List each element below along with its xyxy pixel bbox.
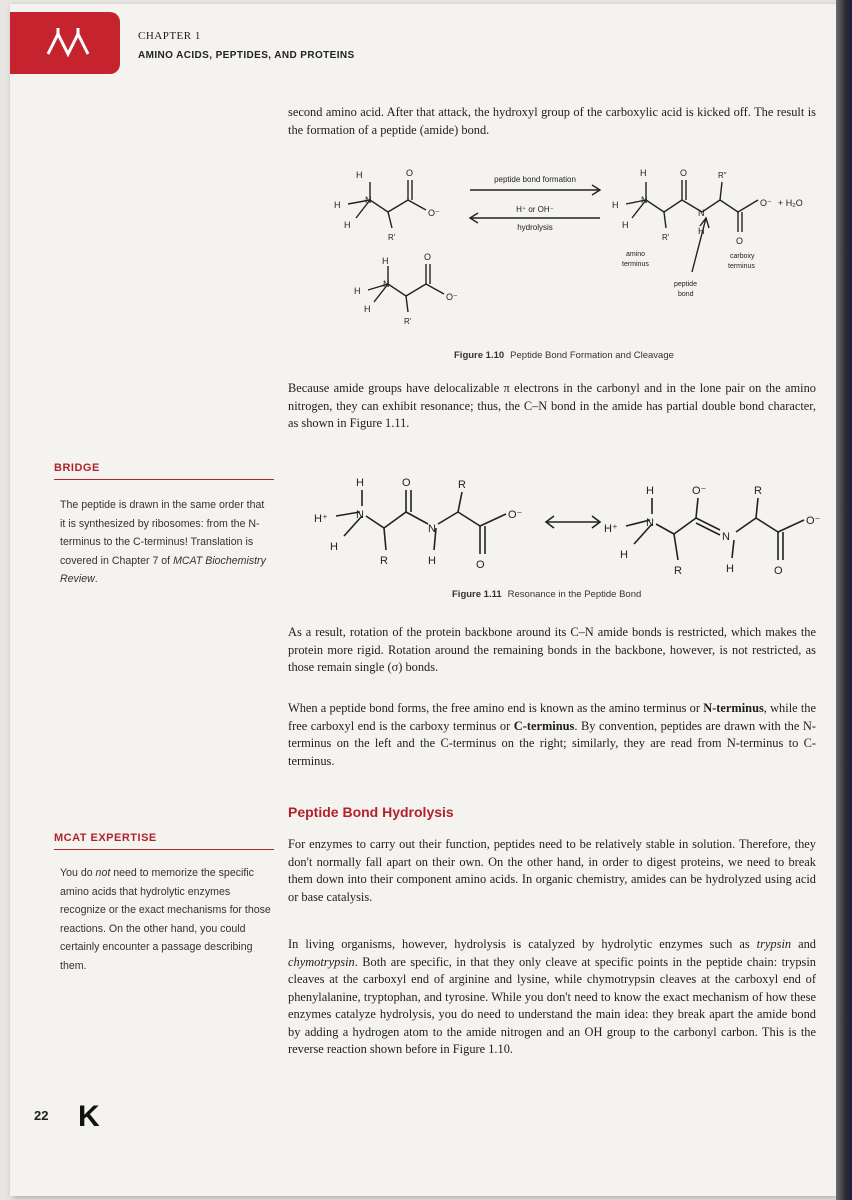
svg-text:O⁻: O⁻ <box>508 509 523 521</box>
label-peptide: peptide <box>674 281 697 288</box>
figure-1-11-caption <box>452 589 641 600</box>
svg-text:R": R" <box>718 171 727 180</box>
background-edge <box>836 0 852 1200</box>
svg-text:O⁻: O⁻ <box>760 198 772 208</box>
hydrolysis-paragraph-1: For enzymes to carry out their function, peptides need to be relatively stable in solution. Therefore, they don't normally fall apart on their own. On the other hand, in order to digest proteins, we need to break them down into their component amino acids. In organic chemistry, amides can be hydrolyzed using acid or base catalysis. <box>288 837 816 904</box>
svg-text:H: H <box>334 200 341 210</box>
intro-paragraph: second amino acid. After that attack, the hydroxyl group of the carboxylic acid is kicked off. The result is the formation of a peptide (amide) bond. <box>288 105 816 137</box>
label-bond: bond <box>678 291 694 298</box>
label-carboxy: carboxy <box>730 253 755 260</box>
label-terminus-2: terminus <box>728 263 755 270</box>
forward-label: peptide bond formation <box>494 175 576 184</box>
c-terminus-term: C-terminus <box>513 718 575 733</box>
svg-text:O⁻: O⁻ <box>806 515 821 527</box>
termini-part3: . By convention, peptides are drawn with the N-terminus on the left and the C-terminus on the right; similarly, they are read from N-terminus to C-terminus. <box>288 718 816 768</box>
figure-1-10-diagram <box>330 160 830 350</box>
svg-text:R: R <box>380 555 388 567</box>
svg-text:N: N <box>383 279 390 289</box>
svg-text:R': R' <box>662 233 670 242</box>
section-heading: Peptide Bond Hydrolysis <box>288 804 454 820</box>
svg-text:O⁻: O⁻ <box>446 292 458 302</box>
svg-text:O: O <box>424 252 432 262</box>
termini-part2: , while the free carboxyl end is the carboxy terminus or <box>288 701 816 733</box>
figure-1-10-caption <box>454 350 674 361</box>
svg-text:N: N <box>428 523 436 535</box>
bridge-body: The peptide is drawn in the same order that it is synthesized by ribosomes: from the N-terminus to the C-terminus! Translation is covered in Chapter 7 of <box>60 499 265 567</box>
trypsin-term: trypsin <box>756 937 792 951</box>
bridge-book: MCAT Biochemistry Review <box>60 554 266 585</box>
svg-text:H: H <box>330 541 338 553</box>
svg-text:H: H <box>344 220 351 230</box>
svg-text:O: O <box>774 565 783 577</box>
svg-text:H⁺: H⁺ <box>314 513 328 525</box>
resonance-paragraph: Because amide groups have delocalizable π electrons in the carbonyl and in the lone pair on the amino nitrogen, they can exhibit resonance; thus, the C–N bond in the amide has partial double bond character, as shown in Figure 1.11. <box>288 381 816 430</box>
svg-text:N: N <box>722 531 730 543</box>
svg-text:H: H <box>640 168 647 178</box>
rotation-paragraph: As a result, rotation of the protein backbone around its C–N amide bonds is restricted, which makes the protein more rigid. Rotation around the remaining bonds in the backbone, however, is not restricted, as those remain single (σ) bonds. <box>288 625 816 674</box>
svg-text:O⁻: O⁻ <box>692 485 707 497</box>
n-terminus-term: N-terminus <box>703 701 764 715</box>
expertise-part1: You do <box>60 867 96 879</box>
svg-text:O⁻: O⁻ <box>428 208 440 218</box>
hydrolysis-part3: . Both are specific, in that they only cleave at specific points in the peptide chain: trypsin cleaves at the carboxyl end of arginine and lysine, while chymotrypsin cleaves at the carboxyl end of phenylalanine, tryptophan, and tyrosine. While you don't need to know the exact mechanism of how these enzymes catalyze hydrolysis, you do need to understand the main idea: they break apart the amide bond by adding a hydrogen atom to the amide nitrogen and an OH group to the carbonyl carbon. This is the reverse reaction shown before in Figure 1.10. <box>288 954 816 1056</box>
chapter-label: CHAPTER 1 <box>138 30 201 42</box>
svg-text:O: O <box>406 168 414 178</box>
svg-text:H: H <box>622 220 629 230</box>
svg-text:N: N <box>365 195 372 205</box>
kaplan-logo: K <box>78 1100 100 1133</box>
figure-1-11-diagram <box>310 470 830 582</box>
hydrolysis-part1: In living organisms, however, hydrolysis is catalyzed by hydrolytic enzymes such as <box>288 937 757 951</box>
termini-part1: When a peptide bond forms, the free amino end is known as the amino terminus or <box>288 701 704 715</box>
svg-text:N: N <box>646 517 654 529</box>
expertise-text <box>60 864 272 975</box>
chymotrypsin-term: chymotrypsin <box>288 954 355 969</box>
svg-text:R': R' <box>388 233 396 242</box>
svg-text:H: H <box>698 226 705 236</box>
label-amino: amino <box>626 251 646 258</box>
svg-text:R: R <box>754 485 762 497</box>
hydrolysis-part2: and <box>791 937 816 951</box>
bridge-title: BRIDGE <box>54 462 274 480</box>
svg-text:N: N <box>641 195 648 205</box>
hydrolysis-paragraph-2 <box>288 936 816 1059</box>
svg-text:H: H <box>354 286 361 296</box>
svg-text:H: H <box>356 477 364 489</box>
svg-text:O: O <box>476 559 485 571</box>
svg-text:O: O <box>680 168 688 178</box>
svg-text:O: O <box>402 477 411 489</box>
svg-text:N: N <box>698 208 705 218</box>
figure-1-11-number: Figure 1.11 <box>452 589 502 600</box>
bridge-end: . <box>94 573 98 585</box>
svg-text:H⁺: H⁺ <box>604 523 618 535</box>
figure-1-11-caption-text: Resonance in the Peptide Bond <box>507 589 642 600</box>
expertise-part2: need to memorize the specific amino acids that hydrolytic enzymes recognize or the exact mechanisms for those reactions. On the other hand, you could certainly encounter a passage describing them. <box>60 867 271 972</box>
svg-text:H: H <box>356 170 363 180</box>
svg-text:H: H <box>726 563 734 575</box>
svg-text:R: R <box>458 479 466 491</box>
molecule-icon <box>46 28 90 58</box>
figure-1-10-caption-text: Peptide Bond Formation and Cleavage <box>510 350 674 361</box>
reverse-label: hydrolysis <box>517 223 553 232</box>
svg-text:H: H <box>620 549 628 561</box>
water-product: + H₂O <box>778 198 803 208</box>
svg-text:H: H <box>364 304 371 314</box>
svg-text:H: H <box>428 555 436 567</box>
svg-text:R: R <box>674 565 682 577</box>
figure-1-10-number: Figure 1.10 <box>454 350 505 361</box>
reverse-condition: H⁺ or OH⁻ <box>516 205 554 214</box>
svg-text:O: O <box>736 236 744 246</box>
svg-text:R': R' <box>404 317 412 326</box>
termini-paragraph <box>288 700 816 770</box>
svg-text:H: H <box>382 256 389 266</box>
bridge-text <box>60 496 272 589</box>
svg-text:H: H <box>646 485 654 497</box>
page-number: 22 <box>34 1108 49 1123</box>
expertise-title: MCAT EXPERTISE <box>54 832 274 850</box>
chapter-tab <box>10 12 120 74</box>
expertise-italic: not <box>95 867 111 879</box>
svg-text:N: N <box>356 509 364 521</box>
svg-text:H: H <box>612 200 619 210</box>
chapter-title: AMINO ACIDS, PEPTIDES, AND PROTEINS <box>138 50 355 61</box>
label-terminus-1: terminus <box>622 261 649 268</box>
